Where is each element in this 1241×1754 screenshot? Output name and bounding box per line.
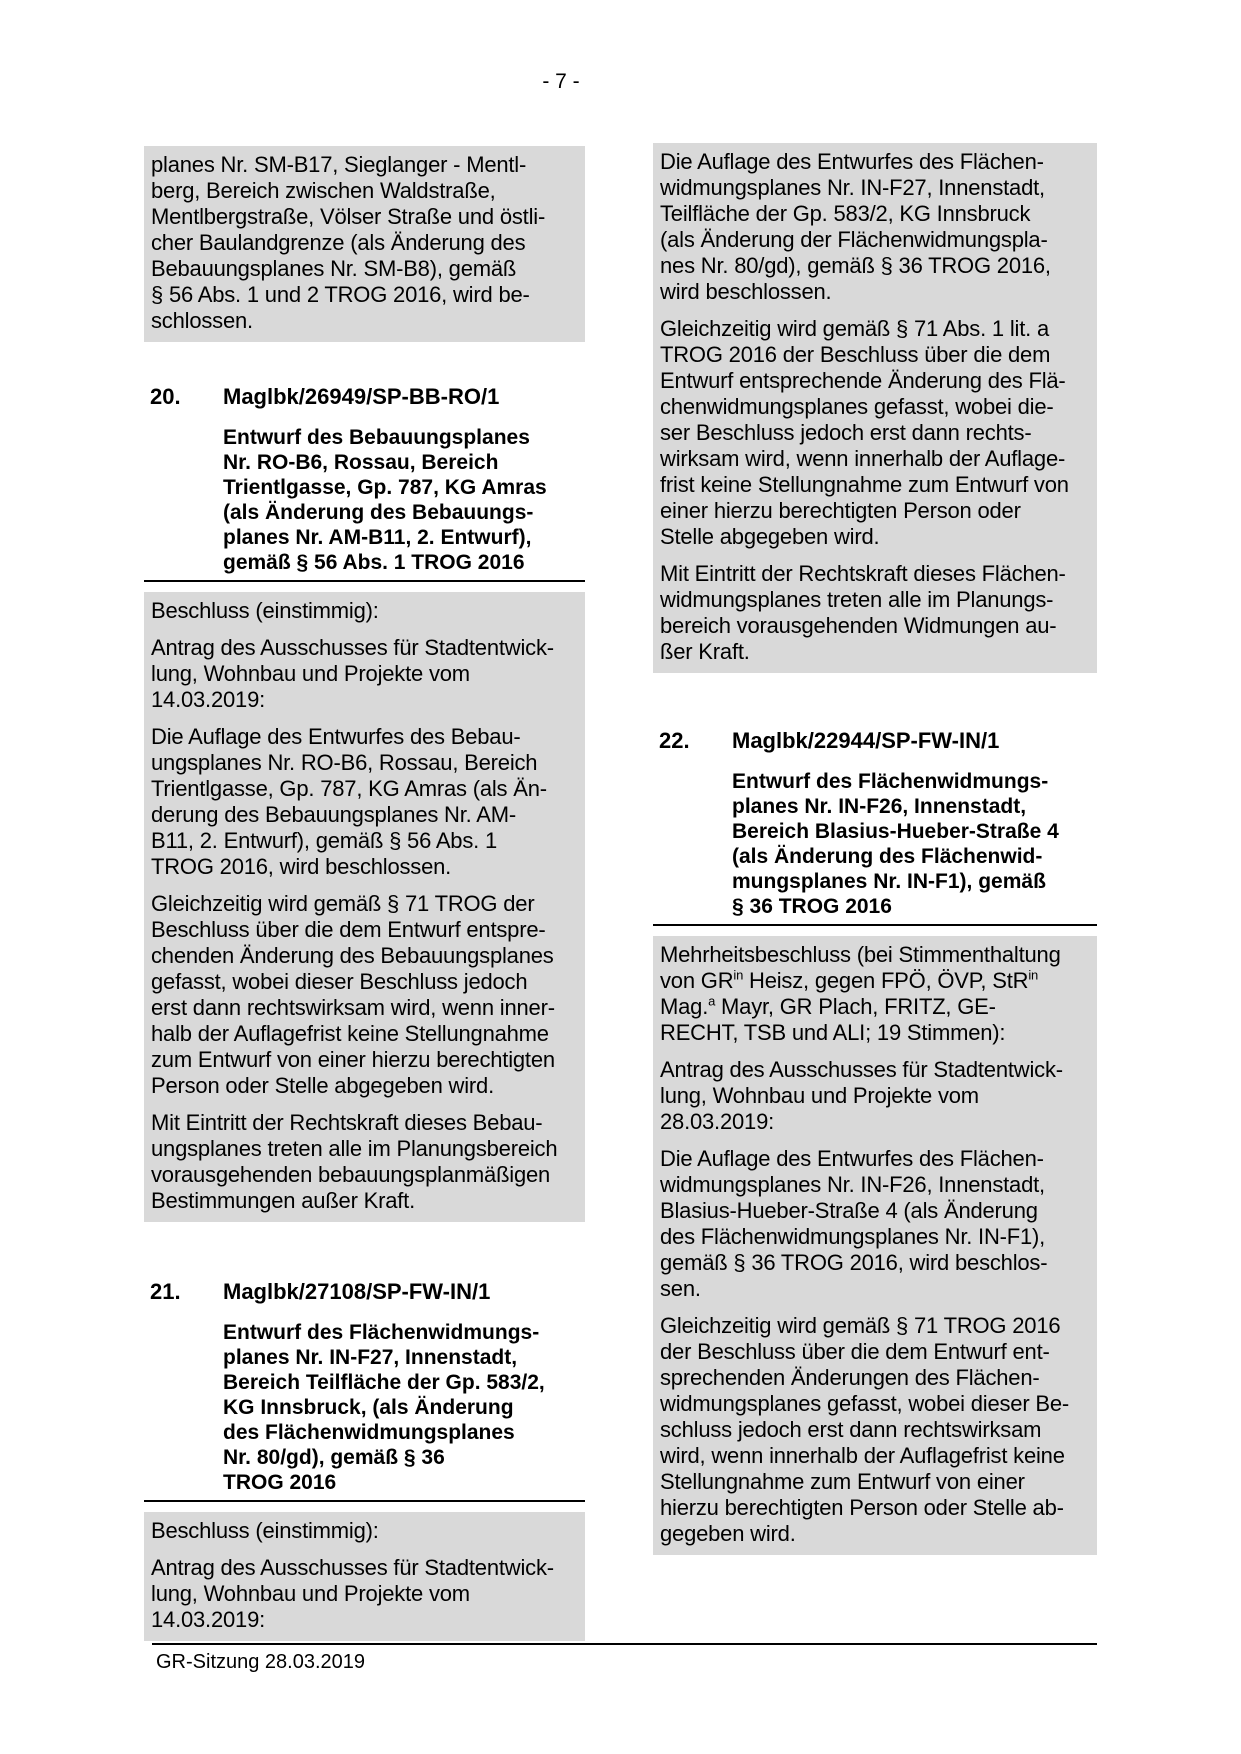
agenda-item-title: Entwurf des Bebauungsplanes Nr. RO-B6, Rossau, Bereich Trientlgasse, Gp. 787, KG Amras (als Änderung des Bebauungs- planes Nr. AM-B11, 2. Entwurf), gemäß § 56 Abs. 1 TROG 2016 bbox=[223, 426, 547, 574]
resolution-paragraph: Mehrheitsbeschluss (bei Stimmenthaltung von $GR^{in}$ Heisz, gegen FPÖ, ÖVP, StR$^{in}$ Mag.$^a$ Mayr, GR Plach, FRITZ, GE- RECHT, TSB und ALI; 19 Stimmen): bbox=[660, 942, 1061, 1045]
resolution-paragraph: planes Nr. SM-B17, Sieglanger - Mentl- berg, Bereich zwischen Waldstraße, Mentlbergstraße, Völser Straße und östli- cher Baulandgrenze (als Änderung des Bebauungsplanes Nr. SM-B8), gemäß § 56 Abs. 1 und 2 TROG 2016, wird be- schlossen. bbox=[151, 152, 546, 333]
agenda-item-code: Maglbk/26949/SP-BB-RO/1 bbox=[223, 384, 500, 409]
agenda-item-head bbox=[144, 384, 585, 410]
agenda-item-number: 20. bbox=[150, 384, 181, 409]
agenda-item-number: 22. bbox=[659, 728, 690, 753]
resolution-paragraph: Beschluss (einstimmig): bbox=[151, 1518, 379, 1543]
page-number: - 7 - bbox=[542, 70, 580, 93]
agenda-item-21 bbox=[144, 1279, 585, 1502]
agenda-item-number: 21. bbox=[150, 1279, 181, 1304]
resolution-paragraph: Beschluss (einstimmig): bbox=[151, 598, 379, 623]
heading-rule bbox=[144, 1500, 585, 1502]
heading-rule bbox=[653, 924, 1097, 926]
agenda-item-code: Maglbk/22944/SP-FW-IN/1 bbox=[732, 728, 1000, 753]
resolution-paragraph: Mit Eintritt der Rechtskraft dieses Bebau- ungsplanes treten alle im Planungsbereich vorausgehenden bebauungsplanmäßigen Bestimmungen außer Kraft. bbox=[151, 1110, 558, 1213]
resolution-block bbox=[144, 146, 585, 342]
resolution-paragraph: Gleichzeitig wird gemäß § 71 Abs. 1 lit. a TROG 2016 der Beschluss über die dem Entwurf entsprechende Änderung des Flä- chenwidmungsplanes gefasst, wobei die- ser Beschluss jedoch erst dann rechts- wirksam wird, wenn innerhalb der Auflage- frist keine Stellungnahme zum Entwurf von einer hierzu berechtigten Person oder Stelle abgegeben wird. bbox=[660, 316, 1069, 549]
resolution-block bbox=[653, 936, 1097, 1555]
right-column bbox=[653, 143, 1097, 1555]
resolution-paragraph: Antrag des Ausschusses für Stadtentwick- lung, Wohnbau und Projekte vom 28.03.2019: bbox=[660, 1057, 1063, 1134]
resolution-paragraph: Mit Eintritt der Rechtskraft dieses Flächen- widmungsplanes treten alle im Planungs- bereich vorausgehenden Widmungen au- ßer Kraft. bbox=[660, 561, 1066, 664]
resolution-paragraph: Die Auflage des Entwurfes des Flächen- widmungsplanes Nr. IN-F26, Innenstadt, Blasius-Hueber-Straße 4 (als Änderung des Flächenwidmungsplanes Nr. IN-F1), gemäß § 36 TROG 2016, wird beschlos- sen. bbox=[660, 1146, 1048, 1301]
agenda-item-title: Entwurf des Flächenwidmungs- planes Nr. IN-F26, Innenstadt, Bereich Blasius-Hueber-Straße 4 (als Änderung des Flächenwid- mungsplanes Nr. IN-F1), gemäß § 36 TROG 2016 bbox=[732, 770, 1059, 918]
agenda-item-22 bbox=[653, 728, 1097, 926]
left-column bbox=[144, 146, 585, 1641]
resolution-paragraph: Gleichzeitig wird gemäß § 71 TROG der Beschluss über die dem Entwurf entspre- chenden Änderung des Bebauungsplanes gefasst, wobei dieser Beschluss jedoch erst dann rechtswirksam wird, wenn inner- halb der Auflagefrist keine Stellungnahme zum Entwurf von einer hierzu berechtigten Person oder Stelle abgegeben wird. bbox=[151, 891, 555, 1098]
resolution-paragraph: Die Auflage des Entwurfes des Flächen- widmungsplanes Nr. IN-F27, Innenstadt, Teilfläche der Gp. 583/2, KG Innsbruck (als Änderung der Flächenwidmungspla- nes Nr. 80/gd), gemäß § 36 TROG 2016, wird beschlossen. bbox=[660, 149, 1051, 304]
resolution-block bbox=[144, 592, 585, 1222]
footer-rule bbox=[152, 1643, 1097, 1645]
resolution-paragraph: Gleichzeitig wird gemäß § 71 TROG 2016 der Beschluss über die dem Entwurf ent- sprechenden Änderungen des Flächen- widmungsplanes gefasst, wobei dieser Be- schluss jedoch erst dann rechtswirksam wird, wenn innerhalb der Auflagefrist keine Stellungnahme zum Entwurf von einer hierzu berechtigten Person oder Stelle ab- gegeben wird. bbox=[660, 1313, 1070, 1546]
agenda-item-head bbox=[653, 728, 1097, 754]
resolution-paragraph: Antrag des Ausschusses für Stadtentwick- lung, Wohnbau und Projekte vom 14.03.2019: bbox=[151, 1555, 554, 1632]
resolution-paragraph: Die Auflage des Entwurfes des Bebau- ungsplanes Nr. RO-B6, Rossau, Bereich Trientlgasse, Gp. 787, KG Amras (als Än- derung des Bebauungsplanes Nr. AM- B11, 2. Entwurf), gemäß § 56 Abs. 1 TROG 2016, wird beschlossen. bbox=[151, 724, 547, 879]
agenda-item-title: Entwurf des Flächenwidmungs- planes Nr. IN-F27, Innenstadt, Bereich Teilfläche der Gp. 583/2, KG Innsbruck, (als Änderung des Flächenwidmungsplanes Nr. 80/gd), gemäß § 36 TROG 2016 bbox=[223, 1321, 545, 1494]
agenda-item-code: Maglbk/27108/SP-FW-IN/1 bbox=[223, 1279, 491, 1304]
agenda-item-20 bbox=[144, 384, 585, 582]
agenda-item-head bbox=[144, 1279, 585, 1305]
heading-rule bbox=[144, 580, 585, 582]
footer-text: GR-Sitzung 28.03.2019 bbox=[156, 1651, 366, 1673]
resolution-block bbox=[144, 1512, 585, 1641]
resolution-block bbox=[653, 143, 1097, 673]
resolution-paragraph: Antrag des Ausschusses für Stadtentwick- lung, Wohnbau und Projekte vom 14.03.2019: bbox=[151, 635, 554, 712]
